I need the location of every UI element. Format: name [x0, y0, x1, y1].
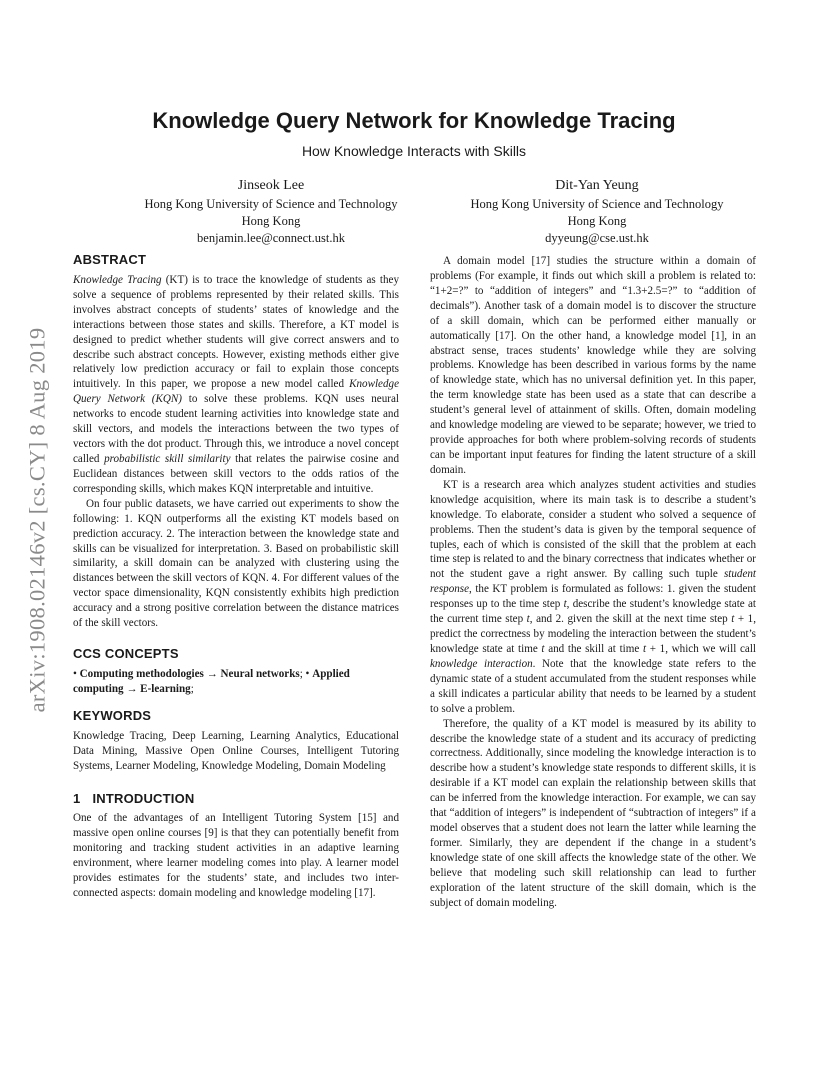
math-variable: t — [563, 598, 567, 611]
ccs-concepts-text — [73, 667, 399, 697]
paper-title: Knowledge Query Network for Knowledge Tracing — [152, 108, 676, 133]
body-text: , the KT problem is formulated as follows: 1. given the student responses up to the time step — [430, 583, 756, 611]
author-email: benjamin.lee@connect.ust.hk — [197, 230, 345, 245]
author-location: Hong Kong — [241, 213, 301, 228]
body-paragraph — [430, 478, 756, 717]
author-affiliation: Hong Kong University of Science and Technology — [144, 197, 398, 211]
math-variable: t — [541, 642, 545, 655]
emphasis-text: probabilistic skill similarity — [104, 452, 231, 465]
body-text: and the skill at time — [544, 642, 643, 655]
ccs-concept-item: Applied computing → E-learning — [73, 667, 350, 695]
ccs-concept-item: Computing methodologies → Neural networks — [79, 667, 300, 680]
author-name: Dit-Yan Yeung — [555, 178, 639, 193]
abstract-text: that relates the pairwise cosine and Euclidean distances between skill vectors to the odds ratios of the corresponding skills, which makes KQN interpretable and intuitive. — [73, 452, 400, 495]
body-text: , and 2. given the skill at the next time step — [529, 613, 732, 626]
abstract-heading: ABSTRACT — [73, 252, 147, 267]
body-paragraph: A domain model [17] studies the structure within a domain of problems (For example, it finds out which skill a problem is related to: “1+2=?” to “addition of integers” and “1.3+2.5=?” to “addition of decimals”). Another task of a domain model is to discover the structure of a skill domain, which can be performed either manually or automatically [17]. On the other hand, a knowledge model [1], in an abstract sense, traces students’ knowledge while they are solving problems. Knowledge has been described in various forms by the name of knowledge state, which has no universal definition yet. In this paper, the term knowledge state has been used as a state that can describe a student’s general level of attainment of skills. Often, domain modeling and knowledge modeling are viewed to be separate; however, we tried to provide approaches for both where problem-solving records of students can be important input features for finding the latent structure of a skill domain. — [430, 255, 756, 476]
math-variable: t — [731, 613, 735, 626]
author-affiliation: Hong Kong University of Science and Technology — [470, 197, 724, 211]
emphasis-text: Knowledge Query Network (KQN) — [73, 378, 399, 406]
arxiv-identifier-text: arXiv:1908.02146v2 [cs.CY] 8 Aug 2019 — [24, 327, 50, 713]
abstract-text: to solve these problems. KQN uses neural networks to encode student learning activities into knowledge state and skill vectors, and models the interactions between the two types of vectors with the dot product. Through this, we introduce a novel concept called — [73, 393, 399, 465]
body-text: . Note that the knowledge state refers to the dynamic state of a student accumulated from the student responses while a skill indicates a particular ability that needs to be learned by a student to solve a problem. — [430, 657, 756, 715]
section-number: 1 — [73, 790, 81, 806]
body-paragraph: Therefore, the quality of a KT model is measured by its ability to describe the knowledge state of a student and its accuracy of predicting correctness. Additionally, since modeling the knowledge interaction is to describe how a student’s knowledge state responds to different skills, it is desirable if a KT model can explain the relationship between skills that can be inferred from the knowledge interaction. For example, we can say that “addition of integers” is independent of “subtraction of integers” if a model observes that a student does not learn the latter while learning the former. Similarly, they are dependent if the change in a student’s knowledge state of one skill affects the knowledge state of the other. We believe that modeling such skill relationship can lead to further exploration of the latent structure of the skill domain, which is the subject of domain modeling. — [430, 717, 756, 909]
author-block — [101, 176, 441, 246]
left-column — [73, 253, 399, 901]
abstract-paragraph — [73, 273, 399, 497]
emphasis-text: student response — [430, 568, 756, 596]
keywords-text: Knowledge Tracing, Deep Learning, Learning Analytics, Educational Data Mining, Massive Open Online Courses, Intelligent Tutoring Systems, Learner Modeling, Knowledge Modeling, Domain Modeling — [73, 729, 399, 772]
author-name: Jinseok Lee — [237, 178, 305, 193]
introduction-heading — [73, 792, 399, 807]
author-block — [427, 176, 767, 246]
abstract-paragraph: On four public datasets, we have carried out experiments to show the following: 1. KQN outperforms all the existing KT models based on prediction accuracy. 2. The interaction between the knowledge state and skills can be visualized for interpretation. 3. Based on probabilistic skill similarity, a skill domain can be analyzed with clustering using the distances between the skill vectors of KQN. 4. For different values of the vector space dimensionality, KQN consistently exhibits high prediction accuracy and a strong positive correlation between the distance matrices of the skill vectors. — [73, 497, 399, 630]
separator: ; • — [299, 667, 313, 680]
emphasis-text: Knowledge Tracing — [73, 273, 162, 286]
paper-subtitle: How Knowledge Interacts with Skills — [301, 143, 527, 159]
abstract-text: (KT) is to trace the knowledge of students as they solve a sequence of problems represented by their related skills. This involves abstract concepts of students’ states of knowledge and the interactions between those states and skills. Therefore, a KT model is designed to predict whether students will give correct answers and to describe such abstract concepts. However, existing methods either give relatively low prediction accuracy or fail to explain those concepts intuitively. In this paper, we propose a new model called — [73, 273, 399, 391]
body-text: KT is a research area which analyzes student activities and studies knowledge acquisition, where its main task is to describe a student’s knowledge. To elaborate, consider a student who solved a sequence of problems. Then the student’s data is given by the temporal sequence of tuples, each of which is consisted of the skill that the problem at each time step is related to and the binary correctness that indicates whether or not the student gave a right answer. By calling such tuple — [430, 478, 756, 581]
body-text: + 1, which we will call — [646, 642, 756, 655]
introduction-paragraph: One of the advantages of an Intelligent Tutoring System [15] and massive open online courses [9] is that they can potentially benefit from monitoring and tracking student activities in an adaptive learning environment, where learner modeling comes into play. A learner model provides estimates for the students’ state, and includes two inter-connected aspects: domain modeling and knowledge modeling [17]. — [73, 812, 399, 900]
bullet: • — [73, 667, 80, 680]
math-variable: t — [526, 613, 530, 626]
emphasis-text: knowledge interaction — [430, 657, 533, 670]
ccs-concepts-heading: CCS CONCEPTS — [73, 646, 179, 662]
body-text: + 1, predict the correctness by modeling the interaction between the student’s knowledge state at time — [430, 613, 756, 655]
math-variable: t — [642, 642, 647, 655]
separator: ; — [190, 682, 194, 695]
author-location: Hong Kong — [567, 213, 627, 228]
keywords-heading: KEYWORDS — [73, 707, 152, 723]
author-email: dyyeung@cse.ust.hk — [545, 230, 649, 245]
body-text: , describe the student’s knowledge state at the current time step — [430, 598, 756, 626]
arxiv-identifier-stamp — [17, 280, 57, 760]
section-title: INTRODUCTION — [92, 790, 195, 806]
right-column — [430, 254, 756, 911]
